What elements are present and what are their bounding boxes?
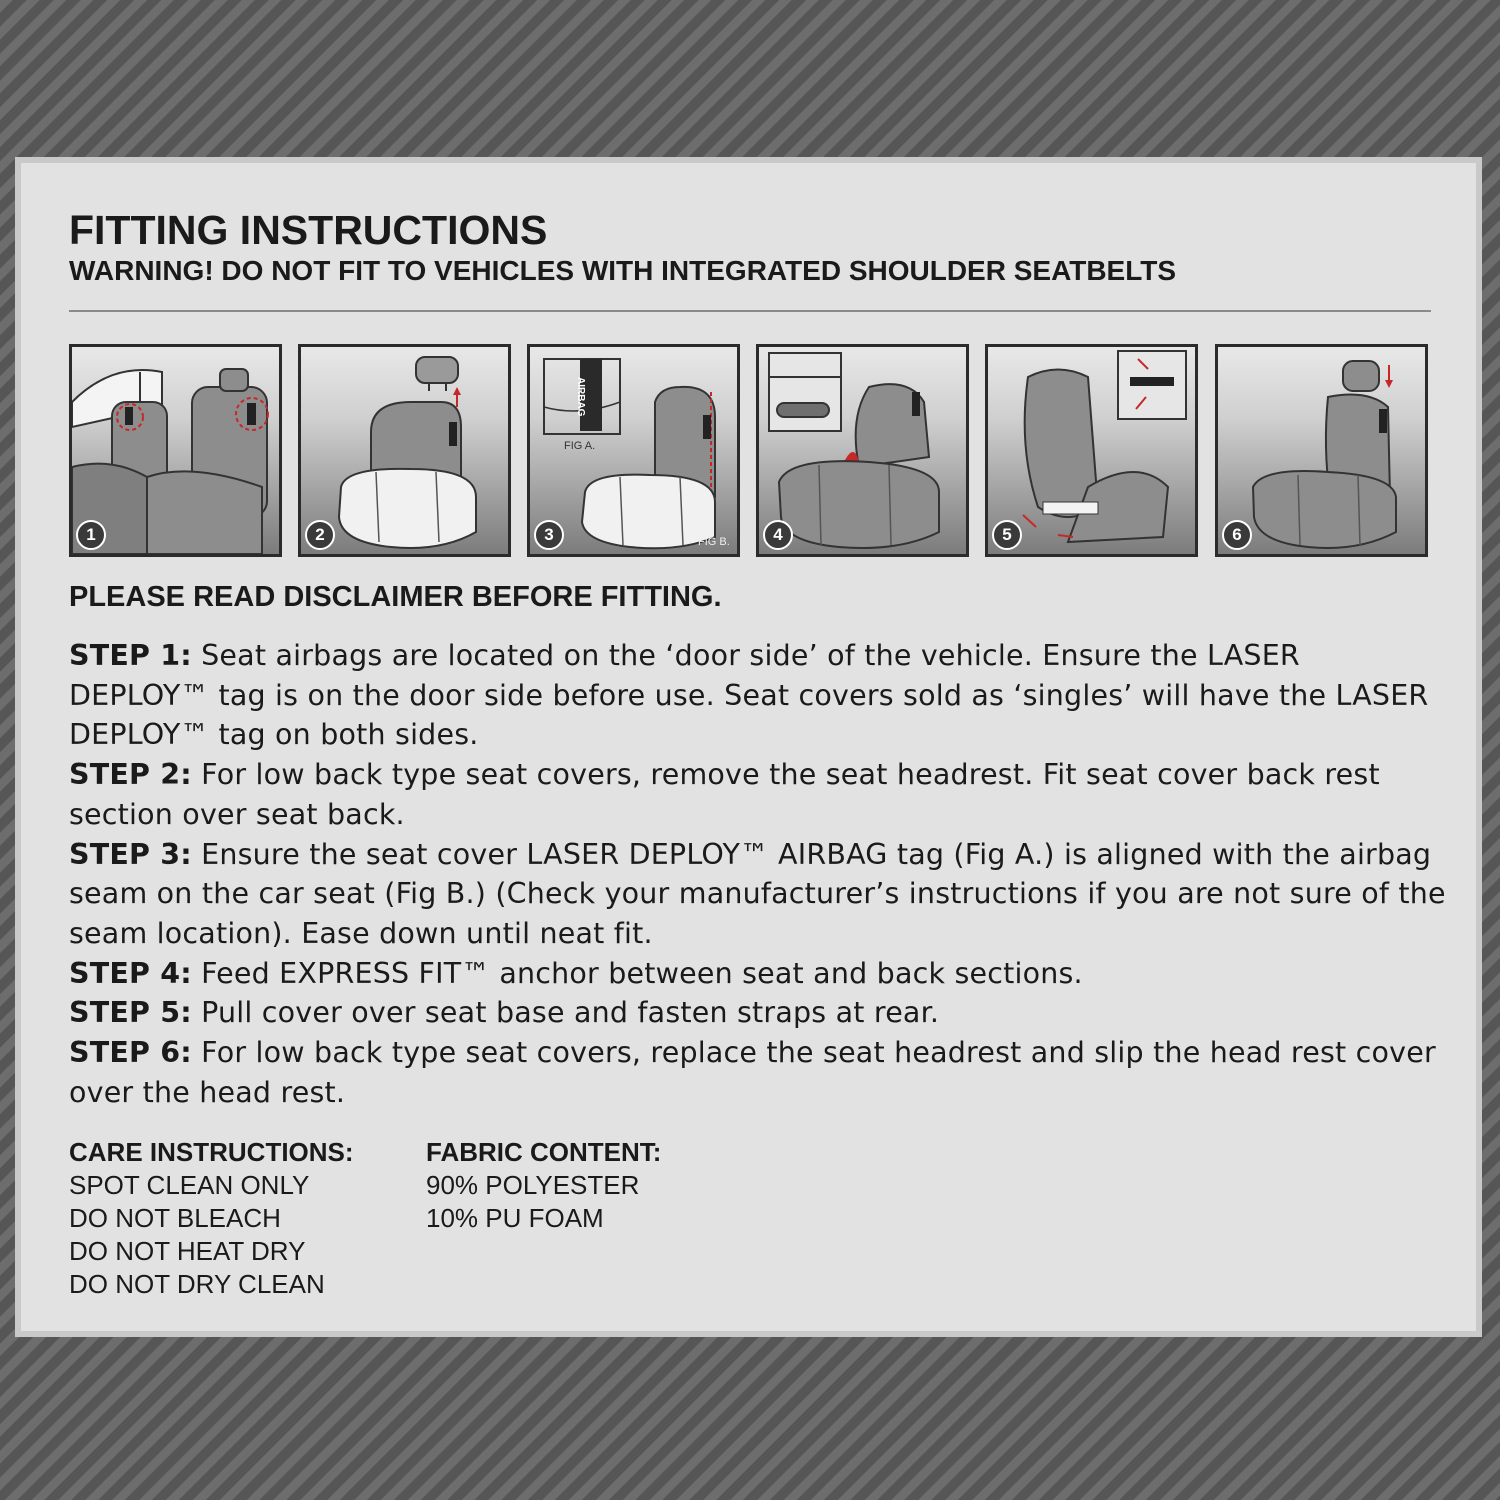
warning-text: WARNING! DO NOT FIT TO VEHICLES WITH INTEGRATED SHOULDER SEATBELTS: [69, 255, 1177, 286]
anchor-feed-icon: [759, 347, 966, 554]
step-number-badge: 4: [763, 520, 793, 550]
instruction-card: [15, 157, 1482, 1337]
steps-list: [69, 636, 1449, 1112]
care-line: DO NOT BLEACH: [69, 1203, 281, 1233]
care-line: DO NOT DRY CLEAN: [69, 1269, 325, 1299]
step-panel-4: [756, 344, 969, 557]
step-panel-5: [985, 344, 1198, 557]
step-item: [69, 636, 1449, 755]
step-panel-2: [298, 344, 511, 557]
illustration-strip: [69, 344, 1431, 559]
fabric-line: 10% PU FOAM: [426, 1203, 604, 1233]
step-number-badge: 1: [76, 520, 106, 550]
care-label: CARE INSTRUCTIONS:: [69, 1137, 354, 1167]
remove-headrest-icon: [301, 347, 508, 554]
step-item: [69, 755, 1449, 834]
care-line: SPOT CLEAN ONLY: [69, 1170, 310, 1200]
step-panel-6: [1215, 344, 1428, 557]
fig-b-label: FIG B.: [698, 536, 730, 548]
step-text: Ensure the seat cover LASER DEPLOY™ AIRBAG tag (Fig A.) is aligned with the airbag seam on the car seat (Fig B.) (Check your manufacturer’s instructions if you are not sure of the seam location). Ease down until neat fit.: [69, 837, 1446, 950]
step-label: STEP 5:: [69, 996, 192, 1030]
step-item: [69, 993, 1449, 1033]
step-number-badge: 3: [534, 520, 564, 550]
step-number-badge: 5: [992, 520, 1022, 550]
step-label: STEP 6:: [69, 1036, 192, 1070]
divider: [69, 310, 1431, 312]
rear-seat-airbag-location-icon: [72, 347, 279, 554]
step-panel-3: [527, 344, 740, 557]
fabric-content: [426, 1135, 661, 1235]
step-label: STEP 2:: [69, 758, 192, 792]
step-text: Feed EXPRESS FIT™ anchor between seat and back sections.: [191, 956, 1083, 990]
fabric-label: FABRIC CONTENT:: [426, 1137, 662, 1167]
step-item: [69, 954, 1449, 994]
care-instructions: [69, 1135, 354, 1301]
step-panel-1: [69, 344, 282, 557]
page-title: FITTING INSTRUCTIONS: [69, 207, 548, 253]
step-text: For low back type seat covers, replace the seat headrest and slip the head rest cover over the head rest.: [69, 1036, 1436, 1109]
fig-a-label: FIG A.: [564, 440, 596, 452]
step-number-badge: 2: [305, 520, 335, 550]
step-number-badge: 6: [1222, 520, 1252, 550]
step-text: For low back type seat covers, remove the seat headrest. Fit seat cover back rest section over seat back.: [69, 758, 1380, 831]
care-line: DO NOT HEAT DRY: [69, 1236, 306, 1266]
step-label: STEP 3:: [69, 837, 192, 871]
fasten-straps-icon: [988, 347, 1195, 554]
step-text: Pull cover over seat base and fasten straps at rear.: [191, 996, 940, 1030]
step-label: STEP 1:: [69, 639, 192, 672]
step-text: Seat airbags are located on the ‘door side’ of the vehicle. Ensure the LASER DEPLOY™ tag is on the door side before use. Seat covers sold as ‘singles’ will have the LASER DEPLOY™ tag on both sides.: [69, 639, 1429, 752]
step-item: [69, 1033, 1449, 1112]
step-item: [69, 835, 1449, 954]
airbag-tag-alignment-icon: [530, 347, 737, 554]
disclaimer-text: PLEASE READ DISCLAIMER BEFORE FITTING.: [69, 581, 722, 613]
airbag-tag-text: AIRBAG: [575, 377, 586, 417]
replace-headrest-icon: [1218, 347, 1425, 554]
step-label: STEP 4:: [69, 956, 192, 990]
fabric-line: 90% POLYESTER: [426, 1170, 640, 1200]
